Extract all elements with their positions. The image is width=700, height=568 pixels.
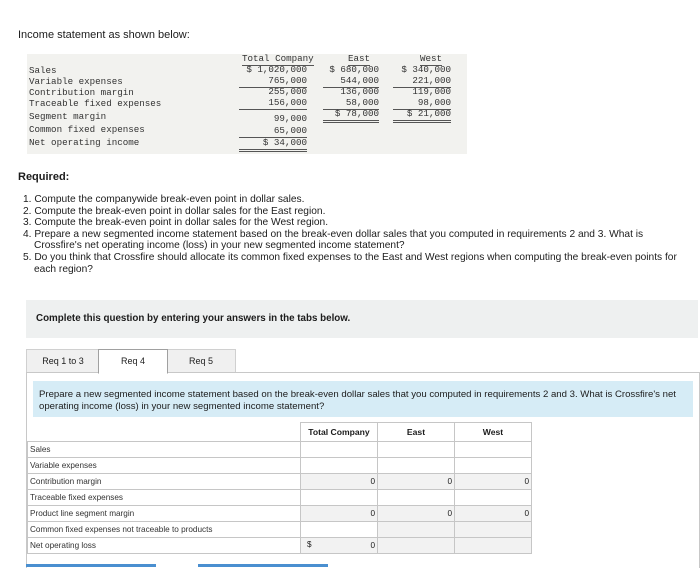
tab-bar <box>26 349 698 373</box>
row-label: Net operating loss <box>28 538 301 554</box>
traceable-total-input[interactable] <box>301 490 378 506</box>
required-heading: Required: <box>18 171 70 183</box>
given-header-east: East <box>348 53 371 64</box>
question-prompt <box>33 381 693 417</box>
row-label: Traceable fixed expenses <box>28 490 301 506</box>
instructions-banner <box>26 300 698 338</box>
given-value: $ 680,000 <box>329 64 379 75</box>
given-label: Contribution margin <box>29 87 134 98</box>
instructions-text: Complete this question by entering your answers in the tabs below. <box>36 313 351 324</box>
net-operating-west-cell <box>455 538 532 554</box>
col-total-company: Total Company <box>301 423 378 442</box>
given-value: 544,000 <box>323 76 379 88</box>
common-fixed-east-cell <box>378 522 455 538</box>
prompt-text: Prepare a new segmented income statement based on the break-even dollar sales that you computed in requirements 2 and 3. What is Crossfire's net operating income (loss) in your new segmented income statement? <box>39 389 676 412</box>
given-income-statement <box>27 54 467 154</box>
contribution-total-value: 0 <box>301 474 378 490</box>
given-value: $ 78,000 <box>323 109 379 123</box>
traceable-east-input[interactable] <box>378 490 455 506</box>
common-fixed-west-cell <box>455 522 532 538</box>
requirement-item: 1. Compute the companywide break-even point in dollar sales. <box>23 194 305 205</box>
tab-req-1-to-3[interactable]: Req 1 to 3 <box>26 349 100 373</box>
given-label: Traceable fixed expenses <box>29 98 162 109</box>
given-label: Variable expenses <box>29 76 123 87</box>
given-value: 99,000 <box>273 113 307 124</box>
given-value: 65,000 <box>239 126 307 138</box>
table-row <box>28 490 532 506</box>
row-label: Sales <box>28 442 301 458</box>
segment-margin-east-value: 0 <box>378 506 455 522</box>
row-label: Common fixed expenses not traceable to products <box>28 522 301 538</box>
sales-total-input[interactable] <box>301 442 378 458</box>
tab-req-4[interactable]: Req 4 <box>98 349 168 374</box>
table-row <box>28 538 532 554</box>
requirement-item: 3. Compute the break-even point in dollar sales for the West region. <box>23 217 329 229</box>
col-west: West <box>455 423 532 442</box>
sales-east-input[interactable] <box>378 442 455 458</box>
table-row <box>28 442 532 458</box>
given-value: 221,000 <box>393 76 451 88</box>
given-value: 255,000 <box>268 86 307 97</box>
row-label: Variable expenses <box>28 458 301 474</box>
requirement-item: 4. Prepare a new segmented income statement based on the break-even dollar sales that you computed in requirements 2 and 3. What is Crossfire's net operating income (loss) in your new segmented income statement? <box>23 228 644 252</box>
table-row <box>28 506 532 522</box>
intro-text: Income statement as shown below: <box>18 29 190 41</box>
requirements-list <box>20 194 692 275</box>
given-label: Segment margin <box>29 111 107 122</box>
given-header-total: Total Company <box>242 53 314 64</box>
given-value: $ 34,000 <box>239 138 307 152</box>
net-operating-total-amount: 0 <box>370 541 375 550</box>
requirement-item: 5. Do you think that Crossfire should allocate its common fixed expenses to the East and West regions when computing the break-even points for each region? <box>23 251 677 275</box>
row-label: Contribution margin <box>28 474 301 490</box>
traceable-west-input[interactable] <box>455 490 532 506</box>
variable-total-input[interactable] <box>301 458 378 474</box>
row-label: Product line segment margin <box>28 506 301 522</box>
contribution-west-value: 0 <box>455 474 532 490</box>
segmented-income-worksheet <box>27 422 532 554</box>
given-label: Common fixed expenses <box>29 124 145 135</box>
given-value: $ 340,000 <box>401 64 451 75</box>
requirement-item: 2. Compute the break-even point in dollar sales for the East region. <box>23 205 326 217</box>
given-label: Net operating income <box>29 137 140 148</box>
table-row <box>28 522 532 538</box>
given-header-west: West <box>420 53 443 64</box>
worksheet-header-row <box>28 423 532 442</box>
sales-west-input[interactable] <box>455 442 532 458</box>
currency-symbol: $ <box>307 540 312 549</box>
table-row <box>28 458 532 474</box>
given-value: 119,000 <box>412 86 451 97</box>
segment-margin-total-value: 0 <box>301 506 378 522</box>
segment-margin-west-value: 0 <box>455 506 532 522</box>
col-east: East <box>378 423 455 442</box>
given-value: 58,000 <box>323 98 379 110</box>
net-operating-east-cell <box>378 538 455 554</box>
common-fixed-total-input[interactable] <box>301 522 378 538</box>
given-value: 156,000 <box>239 98 307 110</box>
given-value: $ 21,000 <box>393 109 451 123</box>
net-operating-total-value <box>301 538 378 554</box>
table-row <box>28 474 532 490</box>
given-value: 98,000 <box>393 98 451 110</box>
variable-east-input[interactable] <box>378 458 455 474</box>
given-value: 136,000 <box>340 86 379 97</box>
given-value: $ 1,020,000 <box>246 64 307 75</box>
contribution-east-value: 0 <box>378 474 455 490</box>
variable-west-input[interactable] <box>455 458 532 474</box>
given-label: Sales <box>29 65 57 76</box>
given-value: 765,000 <box>239 76 307 88</box>
tab-req-5[interactable]: Req 5 <box>166 349 236 373</box>
